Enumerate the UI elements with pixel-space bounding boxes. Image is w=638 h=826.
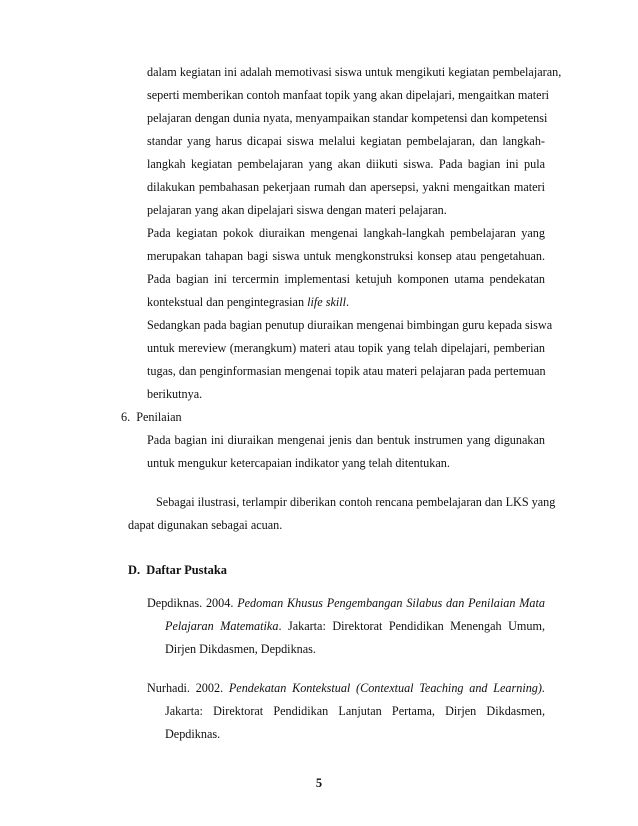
italic-term: life skill <box>307 295 347 309</box>
body-line: Pada kegiatan pokok diuraikan mengenai langkah-langkah pembelajaran yang <box>147 226 545 240</box>
reference-line <box>165 619 545 634</box>
list-item-6 <box>121 410 321 425</box>
body-line: merupakan tahapan bagi siswa untuk mengkonstruksi konsep atau pengetahuan. <box>147 249 545 263</box>
list-title: Penilaian <box>136 410 182 424</box>
body-line: Sedangkan pada bagian penutup diuraikan mengenai bimbingan guru kepada siswa <box>147 318 553 332</box>
body-line: Sebagai ilustrasi, terlampir diberikan contoh rencana pembelajaran dan LKS yang <box>156 495 556 509</box>
reference-title: Pelajaran Matematika <box>165 619 279 633</box>
body-line: dalam kegiatan ini adalah memotivasi siswa untuk mengikuti kegiatan pembelajaran, <box>147 65 562 79</box>
reference-line: Dirjen Dikdasmen, Depdiknas. <box>165 642 316 656</box>
list-number: 6. <box>121 410 131 424</box>
section-heading <box>128 563 227 578</box>
body-line: pelajaran dengan dunia nyata, menyampaikan standar kompetensi dan kompetensi <box>147 111 548 125</box>
reference-text: . Jakarta: Direktorat Pendidikan Menengah Umum, <box>278 619 545 633</box>
body-text: . <box>346 295 350 309</box>
body-line: seperti memberikan contoh manfaat topik yang akan dipelajari, mengaitkan materi <box>147 88 550 102</box>
reference-line: Jakarta: Direktorat Pendidikan Lanjutan Pertama, Dirjen Dikdasmen, <box>165 704 545 718</box>
body-text: kontekstual dan pengintegrasian <box>147 295 308 309</box>
body-line: standar yang harus dicapai siswa melalui kegiatan pembelajaran, dan langkah- <box>147 134 545 148</box>
reference-line: Depdiknas. <box>165 727 221 741</box>
reference-author: Depdiknas. 2004. <box>147 596 238 610</box>
page-number: 5 <box>315 776 323 790</box>
body-line: langkah kegiatan pembelajaran yang akan diikuti siswa. Pada bagian ini pula <box>147 157 545 171</box>
section-letter: D. <box>128 563 141 577</box>
body-line: Pada bagian ini diuraikan mengenai jenis dan bentuk instrumen yang digunakan <box>147 433 545 447</box>
body-line: untuk mereview (merangkum) materi atau topik yang telah dipelajari, pemberian <box>147 341 545 355</box>
body-line: dilakukan pembahasan pekerjaan rumah dan apersepsi, yakni mengaitkan materi <box>147 180 545 194</box>
body-line: tugas, dan penginformasian mengenai topik atau materi pelajaran pada pertemuan <box>147 364 546 378</box>
body-line: untuk mengukur ketercapaian indikator yang telah ditentukan. <box>147 456 450 470</box>
reference-title: Pendekatan Kontekstual (Contextual Teaching and Learning). <box>228 681 546 695</box>
body-line: berikutnya. <box>147 387 203 401</box>
body-line: Pada bagian ini tercermin implementasi ketujuh komponen utama pendekatan <box>147 272 545 286</box>
section-title: Daftar Pustaka <box>146 563 227 577</box>
reference-title: Pedoman Khusus Pengembangan Silabus dan Penilaian Mata <box>237 596 545 610</box>
body-line <box>147 295 545 310</box>
reference-line <box>147 681 545 696</box>
reference-line <box>147 596 545 611</box>
body-line: pelajaran yang akan dipelajari siswa dengan materi pelajaran. <box>147 203 447 217</box>
body-line: dapat digunakan sebagai acuan. <box>128 518 283 532</box>
reference-author: Nurhadi. 2002. <box>147 681 229 695</box>
